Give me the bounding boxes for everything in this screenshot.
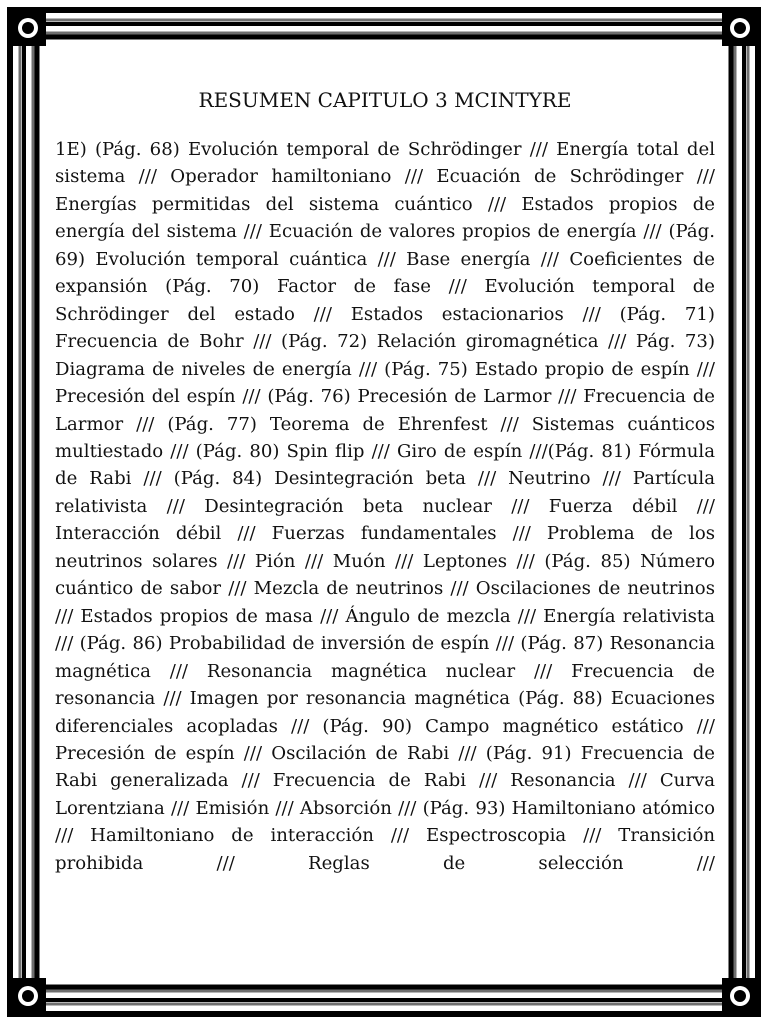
document-title: RESUMEN CAPITULO 3 MCINTYRE [198, 88, 572, 112]
corner-ornament-top-left [10, 10, 46, 46]
document-content [55, 88, 715, 877]
document-body: 1E) (Pág. 68) Evolución temporal de Schrödinger /// Energía total del sistema /// Operador hamiltoniano /// Ecuación de Schrödinger /// Energías permitidas del sistema cuántico /// Estados propios de energía del sistema /// Ecuación de valores propios de energía /// (Pág. 69) Evolución temporal cuántica /// Base energía /// Coeficientes de expansión (Pág. 70) Factor de fase /// Evolución temporal de Schrödinger del estado /// Estados estacionarios /// (Pág. 71) Frecuencia de Bohr /// (Pág. 72) Relación giromagnética /// Pág. 73) Diagrama de niveles de energía /// (Pág. 75) Estado propio de espín /// Precesión del espín /// (Pág. 76) Precesión de Larmor /// Frecuencia de Larmor /// (Pág. 77) Teorema de Ehrenfest /// Sistemas cuánticos multiestado /// (Pág. 80) Spin flip /// Giro de espín ///(Pág. 81) Fórmula de Rabi /// (Pág. 84) Desintegración beta /// Neutrino /// Partícula relativista /// Desintegración beta nuclear /// Fuerza débil /// Interacción débil /// Fuerzas fundamentales /// Problema de los neutrinos solares /// Pión /// Muón /// Leptones /// (Pág. 85) Número cuántico de sabor /// Mezcla de neutrinos /// Oscilaciones de neutrinos /// Estados propios de masa /// Ángulo de mezcla /// Energía relativista /// (Pág. 86) Probabilidad de inversión de espín /// (Pág. 87) Resonancia magnética /// Resonancia magnética nuclear /// Frecuencia de resonancia /// Imagen por resonancia magnética (Pág. 88) Ecuaciones diferenciales acopladas /// (Pág. 90) Campo magnético estático /// Precesión de espín /// Oscilación de Rabi /// (Pág. 91) Frecuencia de Rabi generalizada /// Frecuencia de Rabi /// Resonancia /// Curva Lorentziana /// Emisión /// Absorción /// (Pág. 93) Hamiltoniano atómico /// Hamiltoniano de interacción /// Espectroscopia /// Transición prohibida /// Reglas de selección /// [55, 139, 715, 874]
corner-ornament-top-right [722, 10, 758, 46]
corner-ornament-bottom-right [722, 978, 758, 1014]
corner-ornament-bottom-left [10, 978, 46, 1014]
